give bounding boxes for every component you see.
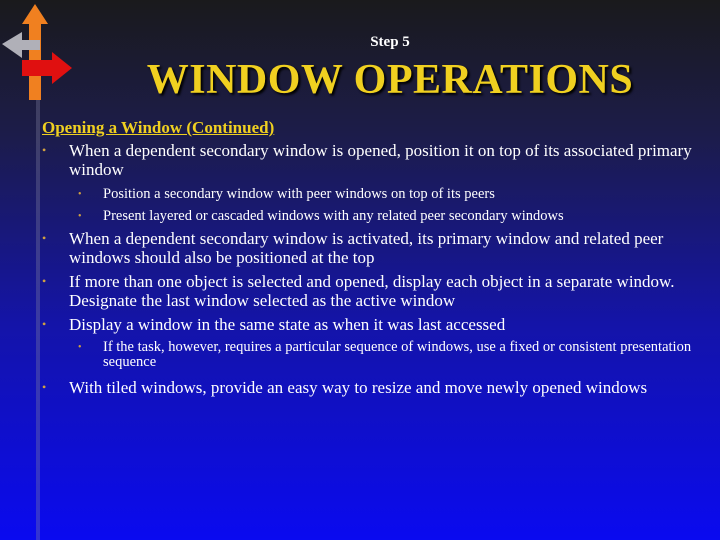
up-arrow-icon: [22, 4, 48, 100]
bullet-item: [42, 378, 692, 397]
sub-bullet-item: [42, 340, 692, 370]
bullet-text: Position a secondary window with peer windows on top of its peers: [103, 186, 495, 202]
bullet-text: When a dependent secondary window is opened, position it on top of its associated primary window: [69, 141, 692, 179]
bullet-text: Display a window in the same state as when it was last accessed: [69, 315, 506, 334]
sub-bullet-item: [42, 187, 692, 202]
section-subheading: Opening a Window (Continued): [42, 118, 275, 137]
bullet-marker: •: [78, 342, 82, 353]
bullet-item: [42, 315, 692, 334]
bullet-text: When a dependent secondary window is activated, its primary window and related peer windows should also be positioned at the top: [69, 229, 664, 267]
vertical-guide-line: [36, 30, 40, 540]
bullet-marker: •: [42, 274, 47, 288]
bullet-text: If more than one object is selected and opened, display each object in a separate window. Designate the last window selected as the active window: [69, 272, 675, 310]
bullet-marker: •: [78, 211, 82, 222]
bullet-text: Present layered or cascaded windows with any related peer secondary windows: [103, 208, 564, 224]
slide-content: [42, 118, 692, 397]
bullet-marker: •: [42, 317, 47, 331]
bullet-item: [42, 272, 692, 310]
bullet-item: [42, 141, 692, 179]
slide-title: WINDOW OPERATIONS: [146, 57, 634, 103]
bullet-text: If the task, however, requires a particular sequence of windows, use a fixed or consistent presentation sequence: [103, 339, 692, 370]
bullet-text: With tiled windows, provide an easy way to resize and move newly opened windows: [69, 378, 648, 397]
bullet-marker: •: [78, 189, 82, 200]
sub-bullet-item: [42, 209, 692, 224]
bullet-marker: •: [42, 143, 47, 157]
bullet-marker: •: [42, 231, 47, 245]
bullet-marker: •: [42, 380, 47, 394]
step-label: Step 5: [370, 34, 410, 50]
bullet-item: [42, 229, 692, 267]
